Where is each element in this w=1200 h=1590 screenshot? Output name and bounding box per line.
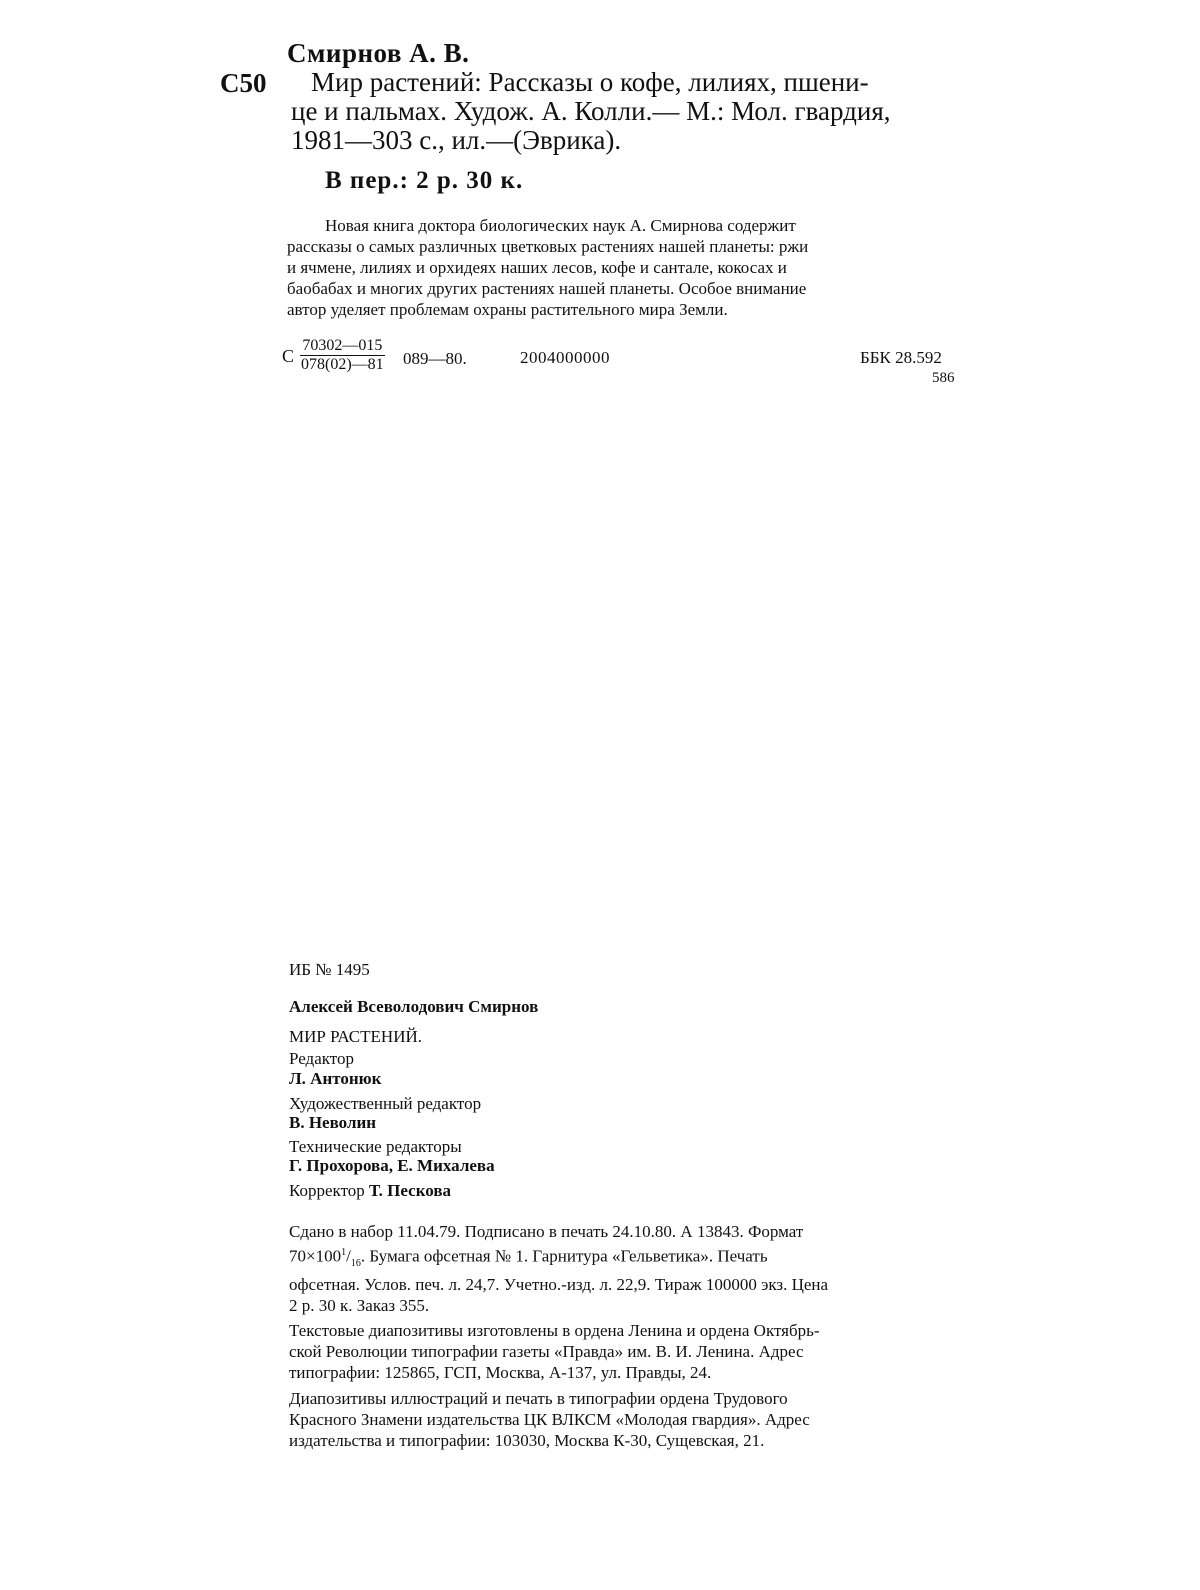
classification-prefix: С <box>282 346 295 366</box>
annotation <box>287 215 947 320</box>
classification-tail: 089—80. <box>403 349 467 368</box>
print-house-line: типографии: 125865, ГСП, Москва, А-137, ул. Правды, 24. <box>289 1363 712 1382</box>
print-house-line: ской Революции типографии газеты «Правда» им. В. И. Ленина. Адрес <box>289 1342 804 1361</box>
production-line: офсетная. Услов. печ. л. 24,7. Учетно.-изд. л. 22,9. Тираж 100000 экз. Цена <box>289 1275 829 1295</box>
art-editor-role: Художественный редактор <box>289 1094 482 1113</box>
bbk-index: ББК 28.592 <box>860 348 942 367</box>
price-line: В пер.: 2 р. 30 к. <box>325 167 524 194</box>
fraction-numerator: 70302—015 <box>300 337 385 356</box>
tech-editors-names: Г. Прохорова, Е. Михалева <box>289 1156 495 1175</box>
full-author-name: Алексей Всеволодович Смирнов <box>289 997 539 1016</box>
annotation-line: баобабах и многих других растениях нашей планеты. Особое внимание <box>287 279 807 298</box>
tech-editors-role: Технические редакторы <box>289 1137 462 1156</box>
fraction-denominator: 078(02)—81 <box>301 356 384 373</box>
print-house-line: издательства и типографии: 103030, Москва К-30, Сущевская, 21. <box>289 1431 765 1450</box>
bibliographic-description <box>291 68 951 155</box>
editor-name: Л. Антонюк <box>289 1069 382 1088</box>
production-line: $70\times 100^1/_{16}$. Бумага офсетная № 1. Гарнитура «Гельветика». Печать <box>289 1246 768 1270</box>
corrector-name: Т. Пескова <box>369 1181 452 1200</box>
bib-line: це и пальмах. Худож. А. Колли.— М.: Мол. гвардия, <box>291 96 891 126</box>
catalog-code: С50 <box>220 68 267 98</box>
annotation-line: и ячмене, лилиях и орхидеях наших лесов, кофе и сантале, кокосах и <box>287 258 787 277</box>
corrector-line <box>289 1181 451 1201</box>
production-line: 2 р. 30 к. Заказ 355. <box>289 1296 430 1316</box>
editor-role: Редактор <box>289 1049 354 1068</box>
ib-number: ИБ № 1495 <box>289 960 370 979</box>
bib-line: Мир растений: Рассказы о кофе, лилиях, пшени- <box>311 67 869 97</box>
classification-number: 2004000000 <box>520 348 610 367</box>
format-value: 70×100 <box>289 1246 342 1266</box>
annotation-line: автор уделяет проблемам охраны растительного мира Земли. <box>287 300 728 319</box>
book-title: МИР РАСТЕНИЙ. <box>289 1027 422 1046</box>
corrector-role: Корректор <box>289 1181 365 1200</box>
print-house-illustrations <box>289 1388 946 1451</box>
print-house-line: Красного Знамени издательства ЦК ВЛКСМ «Молодая гвардия». Адрес <box>289 1410 810 1429</box>
format-sup: 1 <box>341 1247 347 1258</box>
bib-line: 1981—303 с., ил.—(Эврика). <box>291 125 622 155</box>
production-details <box>289 1221 946 1316</box>
production-line: Сдано в набор 11.04.79. Подписано в печать 24.10.80. А 13843. Формат <box>289 1222 804 1241</box>
classification-fraction <box>300 337 385 374</box>
paper-details: . Бумага офсетная № 1. Гарнитура «Гельветика». Печать <box>360 1246 768 1266</box>
annotation-line: рассказы о самых различных цветковых растениях нашей планеты: ржи <box>287 237 809 256</box>
print-house-line: Текстовые диапозитивы изготовлены в ордена Ленина и ордена Октябрь- <box>289 1321 820 1340</box>
print-house-line: Диапозитивы иллюстраций и печать в типографии ордена Трудового <box>289 1389 788 1408</box>
bbk-subindex: 586 <box>932 370 955 386</box>
annotation-line: Новая книга доктора биологических наук А. Смирнова содержит <box>325 216 796 235</box>
art-editor-name: В. Неволин <box>289 1113 377 1132</box>
author-heading: Смирнов А. В. <box>287 38 470 68</box>
format-sub: 16 <box>350 1258 361 1270</box>
print-house-text <box>289 1320 946 1383</box>
